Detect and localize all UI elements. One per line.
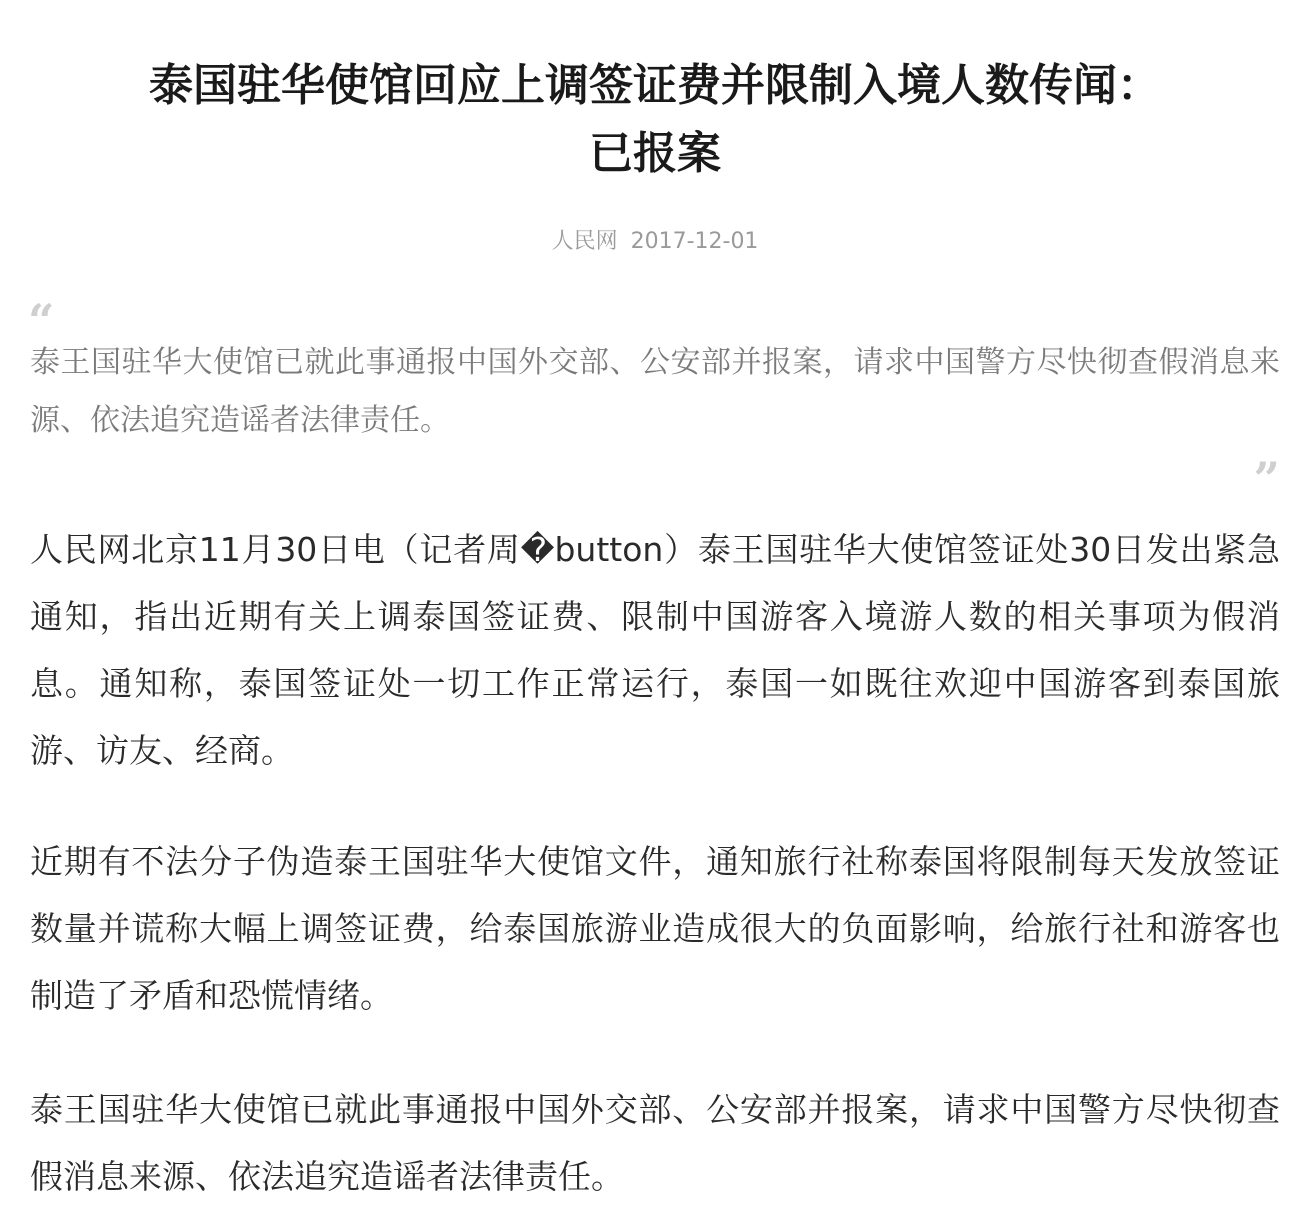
body-paragraph-3: 泰王国驻华大使馆已就此事通报中国外交部、公安部并报案，请求中国警方尽快彻查假消息来源、依法追究造谣者法律责任。: [30, 1090, 1280, 1196]
article-summary: 泰王国驻华大使馆已就此事通报中国外交部、公安部并报案，请求中国警方尽快彻查假消息来源、依法追究造谣者法律责任。: [30, 345, 1280, 438]
title-line-1: 泰国驻华使馆回应上调签证费并限制入境人数传闻：: [149, 60, 1161, 111]
close-quote-icon: ”: [1253, 452, 1280, 506]
article-meta: [0, 226, 1310, 258]
body-paragraph-2: 近期有不法分子伪造泰王国驻华大使馆文件，通知旅行社称泰国将限制每天发放签证数量并谎称大幅上调签证费，给泰国旅游业造成很大的负面影响，给旅行社和游客也制造了矛盾和恐慌情绪。: [30, 842, 1280, 1015]
open-quote-icon: “: [28, 294, 55, 348]
article-title: [60, 52, 1250, 188]
body-paragraph-1: 人民网北京11月30日电（记者周�button）泰王国驻华大使馆签证处30日发出紧急通知，指出近期有关上调泰国签证费、限制中国游客入境游人数的相关事项为假消息。通知称，泰国签证处一切工作正常运行，泰国一如既往欢迎中国游客到泰国旅游、访友、经商。: [30, 530, 1280, 770]
article-date: 2017-12-01: [630, 229, 759, 254]
title-line-2: 已报案: [589, 128, 721, 179]
article-source[interactable]: 人民网: [551, 229, 618, 254]
